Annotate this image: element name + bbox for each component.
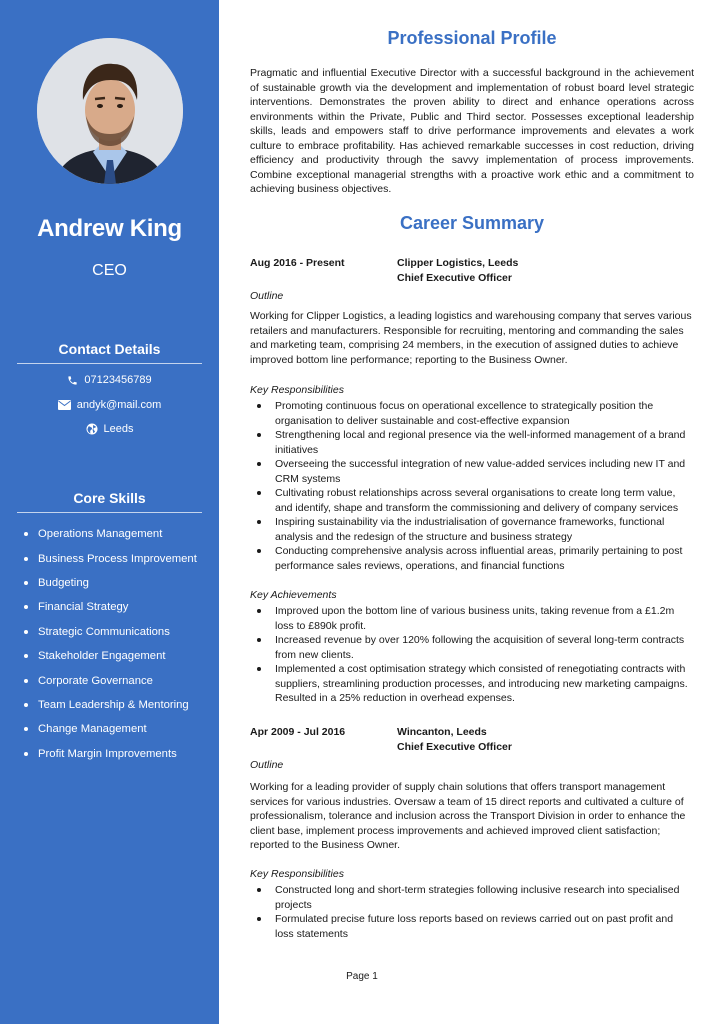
skill-item: Financial Strategy — [20, 595, 197, 619]
career-summary-heading: Career Summary — [399, 213, 545, 233]
company-name: Clipper Logistics, Leeds — [397, 257, 519, 269]
responsibilities-list — [250, 399, 694, 573]
list-item: Strengthening local and regional presence via the well-informed management of a brand initiatives — [250, 428, 694, 457]
job-outline: Working for a leading provider of supply chain solutions that offers transport management services for various industries. Oversaw a team of 15 direct reports and cultivated a culture of professionalism, tolerance and inclusion across the Transport Division in order to enhance the client base, implement process improvements and achieved improved client satisfaction; reported to the Business Owner. — [250, 781, 686, 851]
email-address: andyk@mail.com — [76, 399, 162, 411]
candidate-name: Andrew King — [37, 215, 182, 242]
page-number: Page 1 — [346, 971, 378, 982]
skill-item: Operations Management — [20, 522, 197, 546]
job-dates: Aug 2016 - Present — [250, 257, 345, 269]
location-text: Leeds — [103, 423, 134, 435]
responsibilities-list — [250, 883, 694, 941]
profile-text: Pragmatic and influential Executive Director with a successful background in the achievement of sustainable growth via the development and implementation of robust board level strategic interventions. Demonstrates the proven ability to direct and enhance operations across environments within the Private, Public and Third sector. Possesses exceptional leadership skills, leads and empowers staff to drive performance improvements and elevates a work culture to embrace profitability. Has achieved remarkable successes in cost reduction, driving efficiency and productivity through the savvy implementation of process improvements. Combine exceptional managerial strengths with a proactive work ethic and a commitment to achieving business objectives. — [250, 67, 694, 195]
company-name: Wincanton, Leeds — [397, 726, 487, 738]
sidebar — [0, 0, 219, 1024]
list-item: Inspiring sustainability via the industrialisation of governance frameworks, functional analysis and the redesign of the structure and business strategy — [250, 515, 694, 544]
contact-phone — [0, 374, 219, 386]
candidate-role: CEO — [92, 262, 127, 279]
skill-item: Team Leadership & Mentoring — [20, 693, 197, 717]
list-item: Cultivating robust relationships across several organisations to create long term value, and identify, shape and transform the commissioning and delivery of company services — [250, 486, 694, 515]
achievements-label: Key Achievements — [250, 589, 337, 601]
list-item: Implemented a cost optimisation strategy which consisted of renegotiating contracts with suppliers, streamlining production processes, and introducing new marketing campaigns. Resulted in a 25% reduction in overhead expenses. — [250, 662, 694, 706]
core-skills-heading: Core Skills — [17, 490, 202, 513]
outline-label: Outline — [250, 290, 284, 302]
skill-item: Strategic Communications — [20, 620, 197, 644]
skill-item: Stakeholder Engagement — [20, 644, 197, 668]
skill-item: Change Management — [20, 717, 197, 741]
skill-item: Business Process Improvement — [20, 546, 197, 570]
globe-icon — [86, 423, 98, 435]
envelope-icon — [58, 400, 71, 410]
list-item: Increased revenue by over 120% following the acquisition of several long-term contracts from new clients. — [250, 633, 694, 662]
profile-photo — [37, 38, 183, 184]
skill-item: Corporate Governance — [20, 668, 197, 692]
responsibilities-label: Key Responsibilities — [250, 384, 344, 396]
list-item: Conducting comprehensive analysis across influential areas, primarily pertaining to post performance sales reviews, operations, and financial functions — [250, 544, 694, 573]
job-dates: Apr 2009 - Jul 2016 — [250, 726, 346, 738]
job-outline: Working for Clipper Logistics, a leading logistics and warehousing company that serves various retailers and manufacturers. Responsible for recruiting, mentoring and commanding the sales and marketing team, comprising 24 members, in the execution of assigned duties to achieve improved bottom line performance; reporting to the Business Owner. — [250, 310, 692, 366]
job-company — [397, 725, 512, 754]
list-item: Promoting continuous focus on operational excellence to strategically position the organisation to deliver sustainable and cost-effective expansion — [250, 399, 694, 428]
job-position: Chief Executive Officer — [397, 740, 512, 753]
contact-email — [0, 399, 219, 411]
list-item: Improved upon the bottom line of various business units, taking revenue from a £1.2m loss to £890k profit. — [250, 604, 694, 633]
job-company — [397, 256, 518, 285]
outline-label: Outline — [250, 759, 284, 771]
responsibilities-label: Key Responsibilities — [250, 868, 344, 880]
list-item: Overseeing the successful integration of new value-added services including new IT and CRM systems — [250, 457, 694, 486]
phone-icon — [67, 375, 78, 386]
contact-details-heading: Contact Details — [17, 341, 202, 364]
avatar-illustration — [37, 38, 183, 184]
core-skills-list — [20, 522, 197, 766]
list-item: Formulated precise future loss reports based on reviews carried out on past profit and loss statements — [250, 912, 694, 941]
skill-item: Budgeting — [20, 571, 197, 595]
phone-number: 07123456789 — [84, 374, 152, 386]
skill-item: Profit Margin Improvements — [20, 742, 197, 766]
achievements-list — [250, 604, 694, 706]
profile-heading: Professional Profile — [387, 28, 557, 48]
contact-location — [0, 423, 219, 435]
job-position: Chief Executive Officer — [397, 271, 512, 284]
list-item: Constructed long and short-term strategies following inclusive research into specialised projects — [250, 883, 694, 912]
